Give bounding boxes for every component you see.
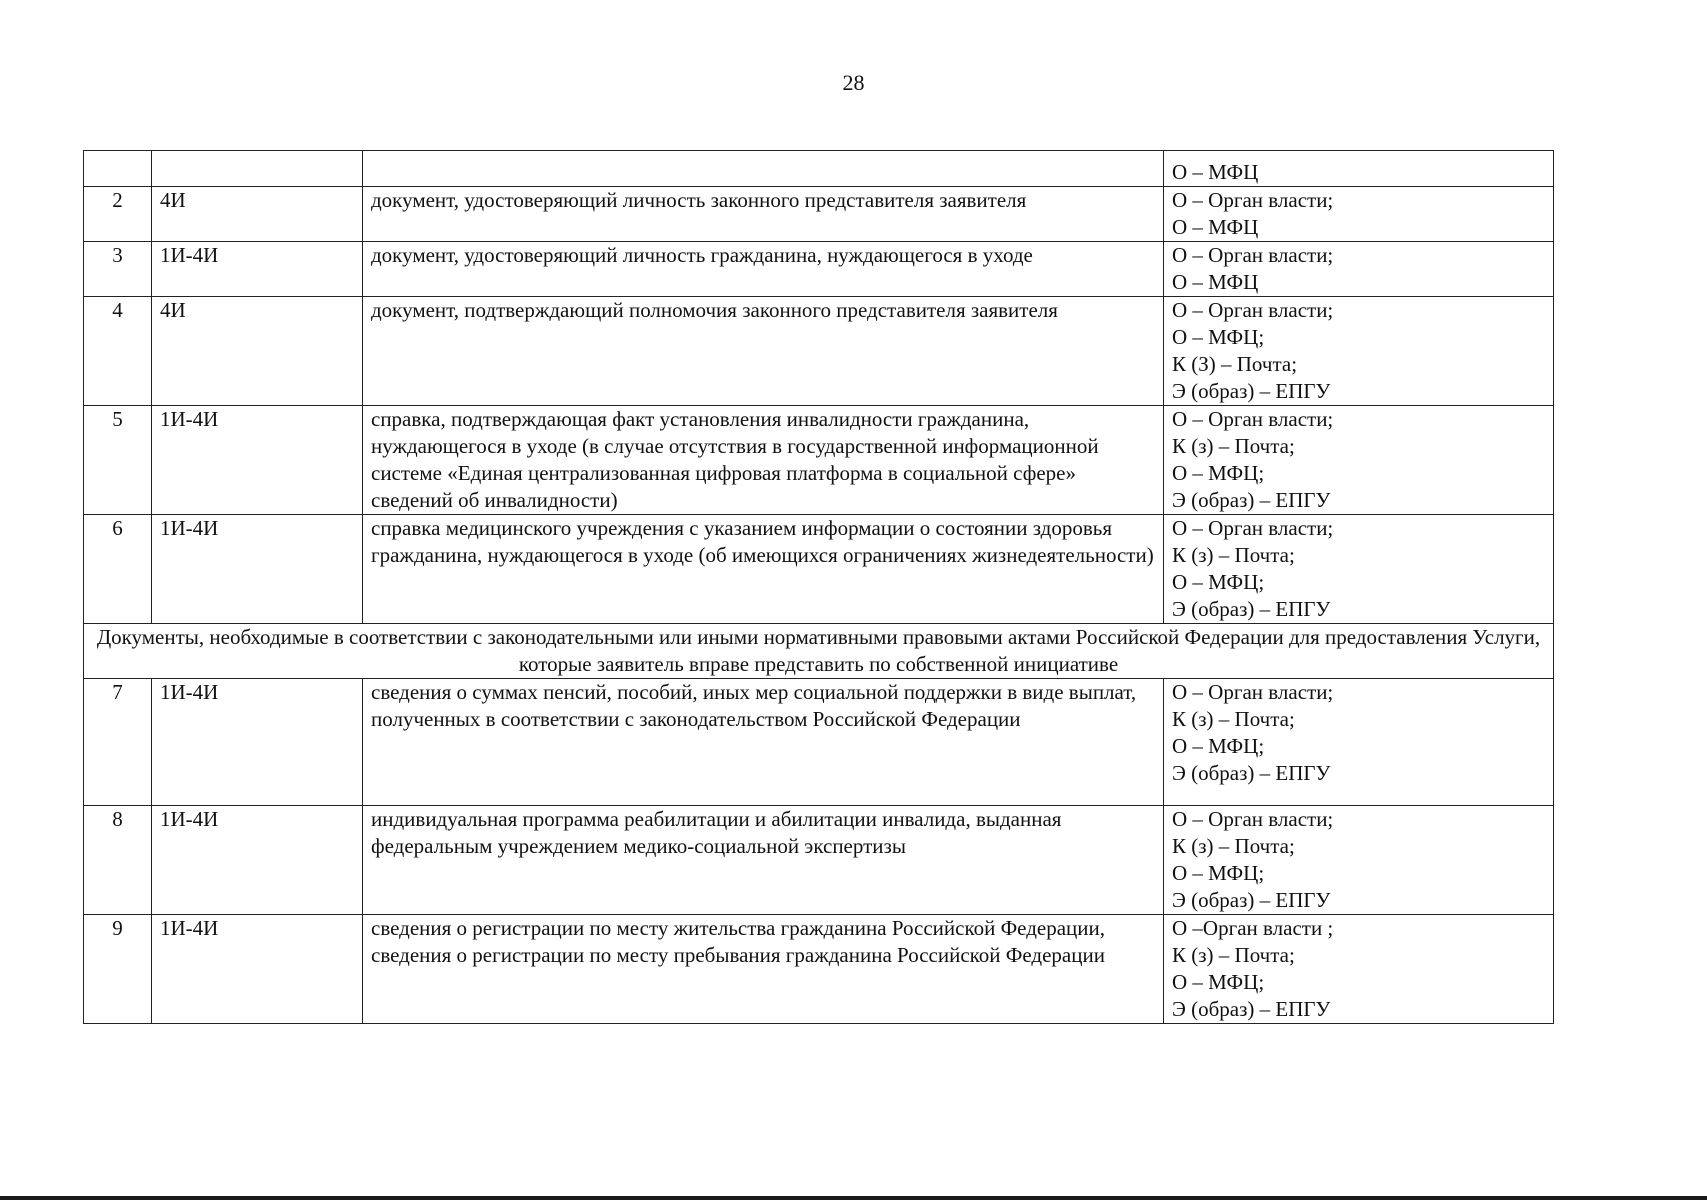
submission-way: Э (образ) – ЕПГУ (1172, 888, 1331, 912)
row-code-cell (152, 151, 363, 187)
row-document-description: справка медицинского учреждения с указанием информации о состоянии здоровья гражданина, нуждающегося в уходе (об имеющихся ограничениях жизнедеятельности) (363, 515, 1164, 624)
submission-way: О – Орган власти; (1172, 188, 1334, 212)
row-submission-ways (1164, 297, 1554, 406)
row-submission-ways (1164, 515, 1554, 624)
submission-way: О – Орган власти; (1172, 807, 1334, 831)
table-row (84, 515, 1554, 624)
row-document-description: индивидуальная программа реабилитации и абилитации инвалида, выданная федеральным учреждением медико-социальной экспертизы (363, 806, 1164, 915)
submission-way: О – МФЦ; (1172, 734, 1265, 758)
row-document-description: документ, подтверждающий полномочия законного представителя заявителя (363, 297, 1164, 406)
row-applicant-code: 4И (152, 187, 363, 242)
table-row (84, 297, 1554, 406)
table-row (84, 679, 1554, 806)
row-document-description: справка, подтверждающая факт установления инвалидности гражданина, нуждающегося в уходе (в случае отсутствия в государственной информационной системе «Единая централизованная цифровая платформа в социальной сфере» сведений об инвалидности) (363, 406, 1164, 515)
row-number: 7 (84, 679, 152, 806)
submission-way: О – МФЦ; (1172, 461, 1265, 485)
row-submission-ways (1164, 187, 1554, 242)
table-row-continuation (84, 151, 1554, 187)
row-number-cell (84, 151, 152, 187)
row-submission-ways (1164, 806, 1554, 915)
row-applicant-code: 1И-4И (152, 406, 363, 515)
submission-way: О – МФЦ (1172, 215, 1259, 239)
row-document-description: сведения о суммах пенсий, пособий, иных мер социальной поддержки в виде выплат, полученных в соответствии с законодательством Российской Федерации (363, 679, 1164, 806)
submission-way: О – МФЦ; (1172, 570, 1265, 594)
page-number: 28 (842, 70, 865, 95)
row-document-description: документ, удостоверяющий личность законного представителя заявителя (363, 187, 1164, 242)
row-number: 5 (84, 406, 152, 515)
submission-way: Э (образ) – ЕПГУ (1172, 597, 1331, 621)
row-applicant-code: 1И-4И (152, 515, 363, 624)
submission-way: Э (образ) – ЕПГУ (1172, 761, 1331, 785)
row-submission-ways (1164, 406, 1554, 515)
row-submission-ways (1164, 242, 1554, 297)
table-row (84, 242, 1554, 297)
submission-way: О – МФЦ; (1172, 861, 1265, 885)
row-applicant-code: 1И-4И (152, 679, 363, 806)
documents-table (83, 150, 1554, 1024)
submission-way: К (з) – Почта; (1172, 834, 1295, 858)
submission-way: К (з) – Почта; (1172, 943, 1295, 967)
row-applicant-code: 1И-4И (152, 242, 363, 297)
row-number: 6 (84, 515, 152, 624)
row-number: 4 (84, 297, 152, 406)
row-submission-ways (1164, 915, 1554, 1024)
table-row (84, 806, 1554, 915)
submission-way: Э (образ) – ЕПГУ (1172, 997, 1331, 1021)
submission-way: О –Орган власти ; (1172, 916, 1334, 940)
submission-way: Э (образ) – ЕПГУ (1172, 488, 1331, 512)
row-number: 8 (84, 806, 152, 915)
scan-edge-line (0, 1196, 1707, 1200)
row-number: 2 (84, 187, 152, 242)
submission-way: О – Орган власти; (1172, 680, 1334, 704)
row-number: 3 (84, 242, 152, 297)
table-row (84, 187, 1554, 242)
submission-way: О – МФЦ (1172, 270, 1259, 294)
submission-way: О – МФЦ; (1172, 325, 1265, 349)
submission-way: К (з) – Почта; (1172, 543, 1295, 567)
section-heading-row (84, 624, 1554, 679)
row-applicant-code: 4И (152, 297, 363, 406)
section-heading: Документы, необходимые в соответствии с законодательными или иными нормативными правовыми актами Российской Федерации для предоставления Услуги, которые заявитель вправе представить по собственной инициативе (84, 624, 1554, 679)
submission-way: О – Орган власти; (1172, 243, 1334, 267)
row-applicant-code: 1И-4И (152, 806, 363, 915)
submission-way: О – МФЦ (1172, 160, 1259, 184)
submission-way: К (з) – Почта; (1172, 707, 1295, 731)
row-submission-ways (1164, 679, 1554, 806)
submission-way: О – Орган власти; (1172, 516, 1334, 540)
submission-way: О – МФЦ; (1172, 970, 1265, 994)
table-row (84, 915, 1554, 1024)
row-applicant-code: 1И-4И (152, 915, 363, 1024)
submission-way: К (з) – Почта; (1172, 434, 1295, 458)
submission-way: О – Орган власти; (1172, 298, 1334, 322)
table-row (84, 406, 1554, 515)
row-description-cell (363, 151, 1164, 187)
row-number: 9 (84, 915, 152, 1024)
submission-way: К (З) – Почта; (1172, 352, 1298, 376)
row-document-description: документ, удостоверяющий личность гражданина, нуждающегося в уходе (363, 242, 1164, 297)
submission-way: Э (образ) – ЕПГУ (1172, 379, 1331, 403)
documents-table-body (84, 151, 1554, 1024)
row-document-description: сведения о регистрации по месту жительства гражданина Российской Федерации, сведения о регистрации по месту пребывания гражданина Российской Федерации (363, 915, 1164, 1024)
submission-way: О – Орган власти; (1172, 407, 1334, 431)
row-ways-cell (1164, 151, 1554, 187)
